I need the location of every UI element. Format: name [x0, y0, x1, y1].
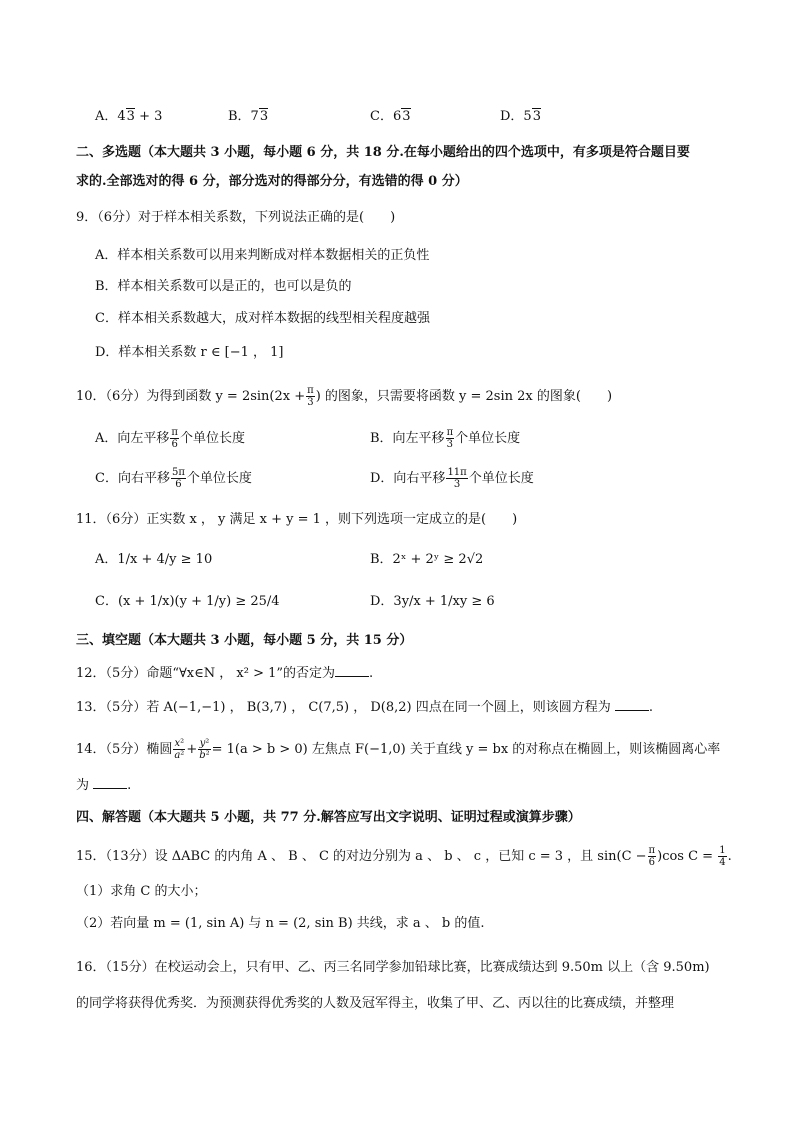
- q10-option-b: B．向左平移 $\frac{\pi}{3}$ 个单位长度: [370, 427, 521, 450]
- q15-stem: 15．（13分）设 ΔABC 的内角 A 、 B 、 C 的对边分别为 a 、 b 、 c ，已知 c = 3 ，且 sin(C − $\frac{\pi}{6}$ )cos C = $\frac{1}{4}$ .: [76, 845, 732, 868]
- q11-option-b: B．2ˣ + 2ʸ ≥ 2√2: [370, 552, 484, 567]
- q8-option-b: B．73: [228, 109, 269, 124]
- section2-heading-line2: 求的.全部选对的得 6 分，部分选对的得部分分，有选错的得 0 分）: [76, 174, 468, 189]
- section3-heading: 三、填空题（本大题共 3 小题，每小题 5 分，共 15 分）: [76, 633, 413, 648]
- q8-option-a: A．43 + 3: [95, 109, 163, 124]
- section2-heading-line1: 二、多选题（本大题共 3 小题，每小题 6 分，共 18 分.在每小题给出的四个选项中，有多项是符合题目要: [76, 145, 690, 160]
- q16-line1: 16．（15分）在校运动会上，只有甲、乙、丙三名同学参加铅球比赛，比赛成绩达到 9.50m 以上（含 9.50m): [76, 960, 710, 975]
- q9-option-d: D．样本相关系数 r ∈ [−1 ， 1]: [95, 345, 284, 360]
- section4-heading: 四、解答题（本大题共 5 小题，共 77 分.解答应写出文字说明、证明过程或演算步骤）: [76, 810, 581, 825]
- q10-option-d: D．向右平移 $\frac{11\pi}{3}$ 个单位长度: [370, 467, 534, 490]
- q12: 12．（5分）命题“∀x∈N ， x² > 1”的否定为 .: [76, 666, 374, 681]
- q8-option-d: D．53: [500, 109, 541, 124]
- q15-part2: （2）若向量 m = (1, sin A) 与 n = (2, sin B) 共线，求 a 、 b 的值.: [76, 916, 485, 931]
- q14-line1: 14．（5分）椭圆 $\frac{\text{x²}}{\text{a²}}$ + $\frac{\text{y²}}{\text{b²}}$ = 1(a > b > 0) 左焦点 F(−1,0) 关于直线 y = bx 的对称点在椭圆上，则该椭圆离心率: [76, 738, 721, 761]
- q9-option-c: C．样本相关系数越大，成对样本数据的线型相关程度越强: [95, 311, 430, 326]
- q10-option-a: A．向左平移 $\frac{\pi}{6}$ 个单位长度: [95, 427, 245, 450]
- q11-option-d: D．3y/x + 1/xy ≥ 6: [370, 594, 495, 609]
- q9-stem: 9．（6分）对于样本相关系数，下列说法正确的是( ): [76, 210, 396, 225]
- q14-line2: 为 .: [76, 778, 132, 793]
- q8-option-c: C．63: [370, 109, 411, 124]
- q13: 13．（5分）若 A(−1,−1) ， B(3,7) ， C(7,5) ， D(8,2) 四点在同一个圆上，则该圆方程为 .: [76, 700, 654, 715]
- q10-stem: 10．（6分）为得到函数 y = 2sin(2x + $\frac{\pi}{3}$ ) 的图象，只需要将函数 y = 2sin 2x 的图象( ): [76, 385, 613, 408]
- q15-part1: （1）求角 C 的大小；: [76, 884, 207, 899]
- q9-option-a: A．样本相关系数可以用来判断成对样本数据相关的正负性: [95, 248, 430, 263]
- q14-answer-blank: [93, 776, 127, 789]
- q11-stem: 11．（6分）正实数 x ， y 满足 x + y = 1 ，则下列选项一定成立的是( ): [76, 512, 518, 527]
- q16-line2: 的同学将获得优秀奖．为预测获得优秀奖的人数及冠军得主，收集了甲、乙、丙以往的比赛成绩，并整理: [76, 996, 675, 1011]
- q13-answer-blank: [615, 698, 649, 711]
- q11-option-c: C．(x + 1/x)(y + 1/y) ≥ 25/4: [95, 594, 280, 609]
- q9-option-b: B．样本相关系数可以是正的，也可以是负的: [95, 279, 352, 294]
- q11-option-a: A．1/x + 4/y ≥ 10: [95, 552, 213, 567]
- q10-option-c: C．向右平移 $\frac{5\pi}{6}$ 个单位长度: [95, 467, 252, 490]
- q12-answer-blank: [335, 664, 369, 677]
